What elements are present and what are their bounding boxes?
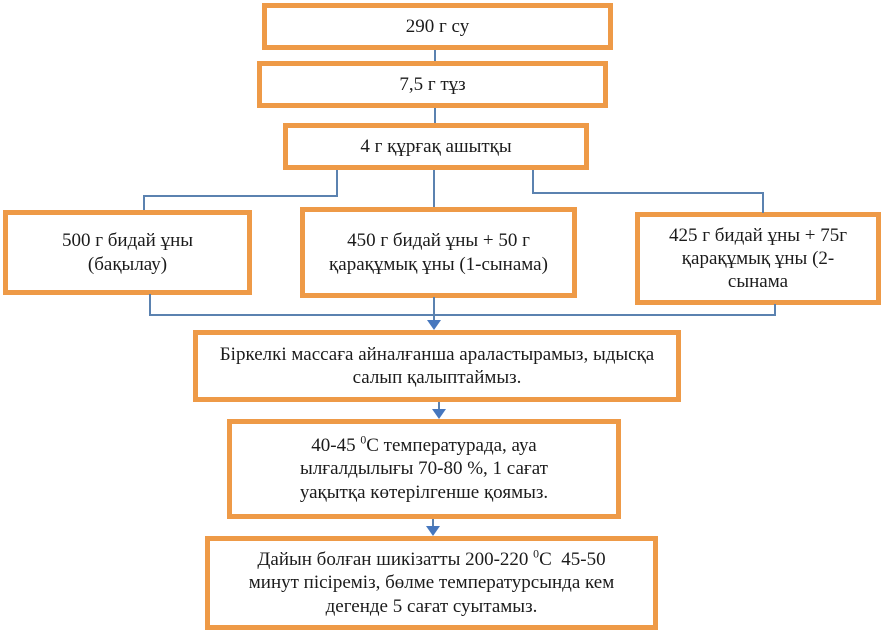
connector-merge-center-drop [433, 297, 435, 322]
baking-text-pre: Дайын болған шикізатты 200-220 [257, 549, 534, 571]
connector-salt-yeast [434, 108, 436, 123]
flow-box-mixing-text: Біркелкі массаға айналғанша араластырамыз, ыдысқа салып қалыптаймыз. [219, 343, 659, 388]
flow-box-flour-sample1-text: 450 г бидай ұны + 50 г қарақұмық ұны (1-сынама) [329, 230, 548, 275]
flow-box-water [262, 3, 613, 50]
connector-branch-left-drop [143, 195, 145, 210]
flow-box-proofing-text [272, 434, 576, 504]
connector-water-salt [434, 50, 436, 61]
connector-branch-right-horizontal [532, 192, 764, 194]
connector-merge-left-drop [149, 294, 151, 316]
arrowhead-mixing-to-proofing [432, 409, 446, 419]
flow-box-yeast-text: 4 г құрғақ ашытқы [360, 135, 512, 157]
arrowhead-merge-to-mixing [427, 320, 441, 330]
flow-box-proofing [227, 419, 621, 519]
baking-superscript: 0 [533, 547, 540, 561]
proofing-text-pre: 40-45 [311, 435, 361, 457]
connector-merge-right-drop [774, 304, 776, 316]
connector-yeast-branch-right-stub [532, 170, 534, 193]
arrowhead-proofing-to-baking [426, 526, 440, 536]
flow-box-water-text: 290 г су [405, 15, 470, 37]
flow-box-flour-control [3, 210, 252, 295]
flow-box-baking [205, 536, 658, 630]
flow-box-salt-text: 7,5 г тұз [399, 73, 466, 95]
proofing-text-post: С температурада, ауа ылғалдылығы 70-80 %, 1 сағат уақытқа көтерілгенше қоямыз. [299, 435, 553, 503]
connector-branch-left-horizontal [143, 195, 338, 197]
flow-box-mixing [193, 330, 681, 402]
proofing-superscript: 0 [360, 433, 367, 447]
flow-box-flour-sample2 [635, 212, 881, 305]
connector-merge-horizontal [149, 314, 776, 316]
flow-box-flour-control-text: 500 г бидай ұны (бақылау) [61, 230, 198, 275]
flow-box-salt [257, 61, 608, 108]
connector-branch-right-drop [762, 192, 764, 213]
baking-text-post: С 45-50 минут пісіреміз, бөлме температурсында кем дегенде 5 сағат суытамыз. [248, 549, 619, 617]
flow-box-flour-sample1 [300, 207, 577, 298]
connector-yeast-branch-middle [433, 170, 435, 207]
flow-box-baking-text [230, 548, 633, 618]
flow-box-flour-sample2-text: 425 г бидай ұны + 75г қарақұмық ұны (2-сынама [668, 224, 852, 293]
connector-yeast-branch-left-stub [336, 170, 338, 197]
flow-box-yeast [283, 123, 589, 170]
